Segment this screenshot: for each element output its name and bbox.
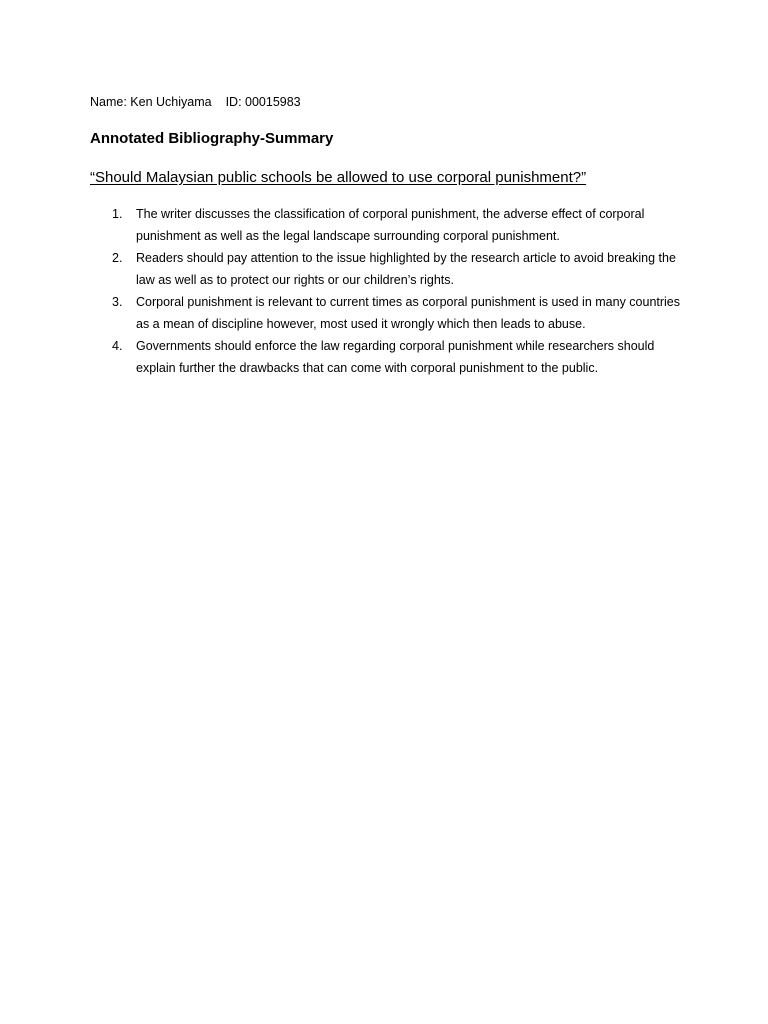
list-item-number: 3.: [112, 295, 123, 309]
list-item-text: Readers should pay attention to the issue highlighted by the research article to avoid breaking the law as well as to protect our rights or our children’s rights.: [136, 251, 676, 287]
student-info: [90, 93, 301, 111]
list-item-text: The writer discusses the classification of corporal punishment, the adverse effect of corporal punishment as well as the legal landscape surrounding corporal punishment.: [136, 207, 645, 243]
list-item-text: Governments should enforce the law regarding corporal punishment while researchers should explain further the drawbacks that can come with corporal punishment to the public.: [136, 339, 655, 375]
list-item: [90, 203, 690, 247]
document-title: Annotated Bibliography-Summary: [90, 130, 334, 147]
summary-list: [90, 203, 690, 379]
list-item-text: Corporal punishment is relevant to current times as corporal punishment is used in many countries as a mean of discipline however, most used it wrongly which then leads to abuse.: [136, 295, 681, 331]
list-item-number: 1.: [112, 207, 123, 221]
student-name: Name: Ken Uchiyama: [90, 95, 212, 109]
list-item-number: 4.: [112, 339, 123, 353]
list-item-number: 2.: [112, 251, 123, 265]
list-item: [90, 291, 690, 335]
student-id: ID: 00015983: [225, 95, 301, 109]
list-item: [90, 335, 690, 379]
list-item: [90, 247, 690, 291]
research-question: “Should Malaysian public schools be allowed to use corporal punishment?”: [90, 169, 587, 186]
